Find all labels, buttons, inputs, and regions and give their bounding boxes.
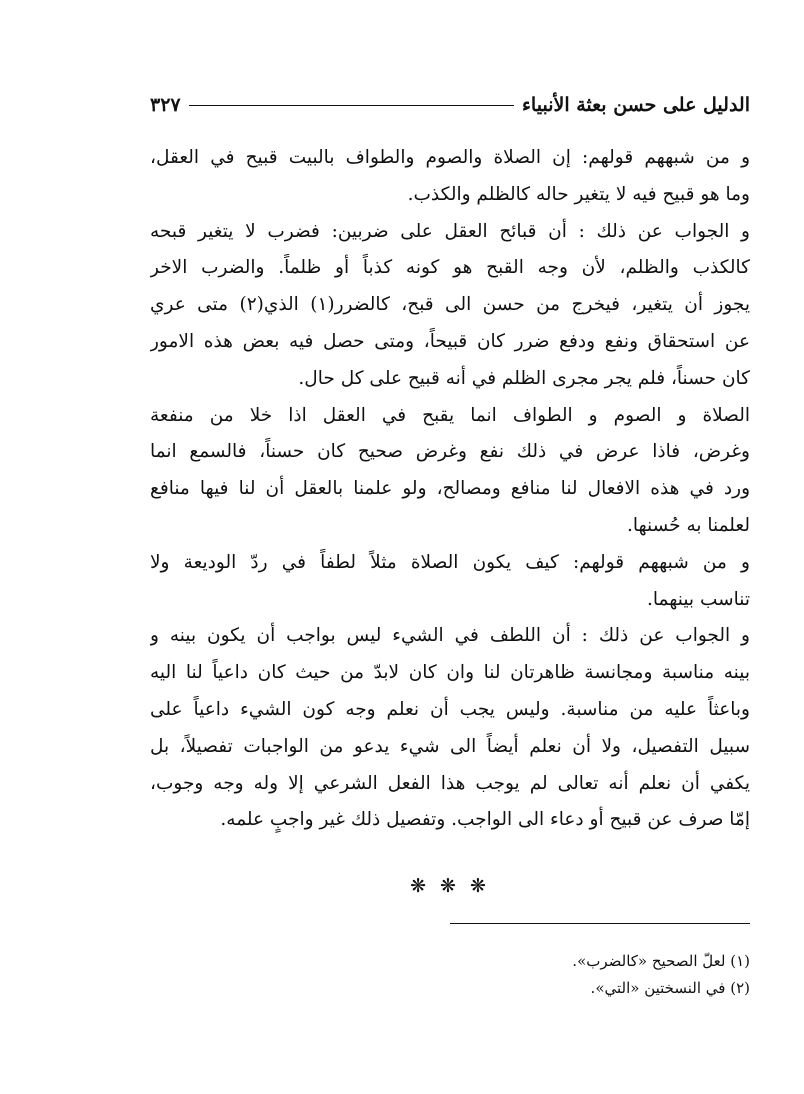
text-line: و الجواب عن ذلك : أن قبائح العقل على ضربين: فضرب لا يتغير قبحه — [150, 220, 750, 242]
text-line: و من شبههم قولهم: إن الصلاة والصوم والطواف بالبيت قبيح في العقل، — [150, 147, 750, 168]
footnote: (٢) في النسختين «التي». — [590, 979, 750, 997]
page-header — [150, 88, 750, 122]
page-number: ٣٢٧ — [150, 94, 181, 116]
text-line: يكفي أن نعلم أنه تعالى لم يوجب هذا الفعل الشرعي إلا وله وجه وجوب، — [150, 772, 750, 794]
header-rule — [189, 105, 514, 106]
text-line: وغرض، فاذا عرض في ذلك نفع وغرض صحيح كان حسناً، فالسمع انما — [150, 441, 750, 463]
text-line: يجوز أن يتغير، فيخرج من حسن الى قبح، كالضرر(١) الذي(٢) متى عري — [150, 294, 750, 316]
text-line: عن استحقاق ونفع ودفع ضرر كان قبيحاً، ومتى حصل فيه بعض هذه الامور — [150, 330, 750, 352]
text-line: ورد في هذه الافعال لنا منافع ومصالح، ولو علمنا بالعقل أن لنا فيها منافع — [150, 478, 750, 500]
text-line: و الجواب عن ذلك : أن اللطف في الشيء ليس بواجب أن يكون بينه و — [150, 625, 750, 647]
text-line: و من شبههم قولهم: كيف يكون الصلاة مثلاً لطفاً في ردّ الوديعة ولا — [150, 551, 750, 573]
text-line: بينه مناسبة ومجانسة ظاهرتان لنا وان كان لابدّ من حيث كان داعياً لنا اليه — [150, 662, 750, 684]
text-line: كان حسناً، فلم يجر مجرى الظلم في أنه قبيح على كل حال. — [298, 367, 750, 389]
text-line: لعلمنا به حُسنها. — [627, 514, 750, 536]
text-line: سبيل التفصيل، ولا أن نعلم أيضاً الى شيء يدعو من الواجبات تفصيلاً، بل — [150, 735, 750, 757]
text-line: إمّا صرف عن قبيح أو دعاء الى الواجب. وتفصيل ذلك غير واجبٍ علمه. — [220, 809, 750, 831]
text-line: تناسب بينهما. — [647, 588, 750, 610]
footnotes — [150, 948, 750, 1002]
body-text — [150, 140, 750, 839]
text-line: وباعثاً عليه من مناسبة. وليس يجب أن نعلم وجه كون الشيء داعياً على — [150, 698, 750, 720]
section-separator: ❋ ❋ ❋ — [410, 875, 490, 897]
text-line: كالكذب والظلم، لأن وجه القبح هو كونه كذباً أو ظلماً. والضرب الاخر — [150, 257, 750, 279]
footnote: (١) لعلّ الصحيح «كالضرب». — [572, 952, 750, 970]
running-title: الدليل على حسن بعثة الأنبياء — [522, 94, 750, 116]
text-line: الصلاة و الصوم و الطواف انما يقبح في العقل اذا خلا من منفعة — [150, 404, 750, 426]
footnote-rule — [450, 923, 750, 924]
text-line: وما هو قبيح فيه لا يتغير حاله كالظلم والكذب. — [407, 183, 750, 205]
